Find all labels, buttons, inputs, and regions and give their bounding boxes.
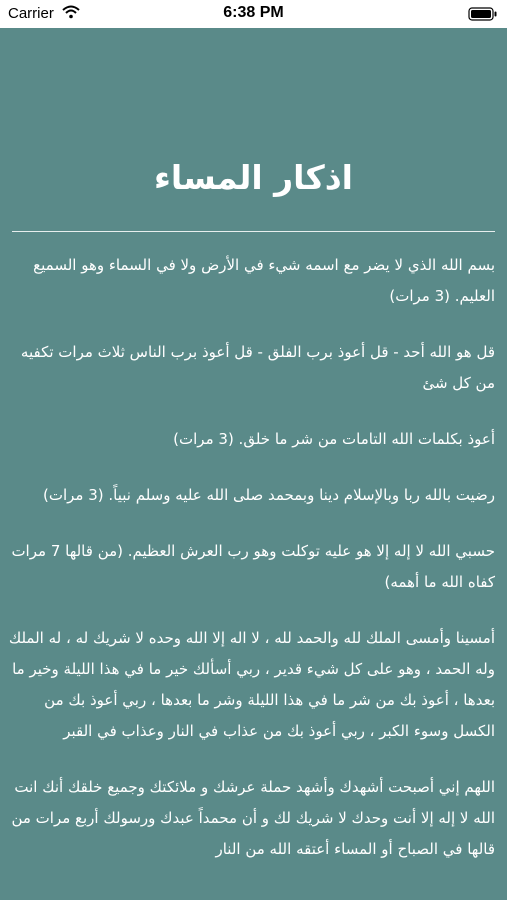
dhikr-item: بسم الله الذي لا يضر مع اسمه شيء في الأرض ولا في السماء وهو السميع العليم. (3 مرات) — [33, 256, 495, 305]
dhikr-item: قل هو الله أحد - قل أعوذ برب الفلق - قل أعوذ برب الناس ثلاث مرات تكفيه من كل شئ — [20, 343, 495, 392]
dhikr-item: أعوذ بكلمات الله التامات من شر ما خلق. (3 مرات) — [173, 430, 495, 448]
carrier-label: Carrier — [8, 5, 54, 22]
status-bar — [0, 0, 507, 28]
dhikr-item: أمسينا وأمسى الملك لله والحمد لله ، لا اله إلا الله وحده لا شريك له ، له الملك وله الحمد ، وهو على كل شيء قدير ، ربي أسألك خير ما في هذا الليلة وخير ما بعدها ، أعوذ بك من شر ما في هذا الليلة وشر ما بعدها ، ربي أعوذ بك من الكسل وسوء الكبر ، ربي أعوذ بك من عذاب في النار وعذاب في القبر — [8, 629, 495, 740]
title-divider — [12, 231, 495, 232]
battery-icon — [468, 7, 498, 21]
adhkar-list[interactable] — [6, 250, 495, 890]
dhikr-item: حسبي الله لا إله إلا هو عليه توكلت وهو رب العرش العظيم. (من قالها 7 مرات كفاه الله ما أهمه) — [11, 542, 495, 591]
dhikr-item: اللهم إني أصبحت أشهدك وأشهد حملة عرشك و ملائكتك وجميع خلقك أنك انت الله لا إله إلا أنت وحدك لا شريك لك و أن محمداً عبدك ورسولك أربع مرات من قالها في الصباح أو المساء أعتقه الله من النار — [11, 778, 495, 858]
evening-adhkar-screen — [0, 28, 507, 900]
status-time: 6:38 PM — [223, 4, 284, 21]
page-title: اذكار المساء — [154, 158, 353, 197]
dhikr-item: رضيت بالله ربا وبالإسلام دينا وبمحمد صلى الله عليه وسلم نبياً. (3 مرات) — [42, 486, 495, 504]
